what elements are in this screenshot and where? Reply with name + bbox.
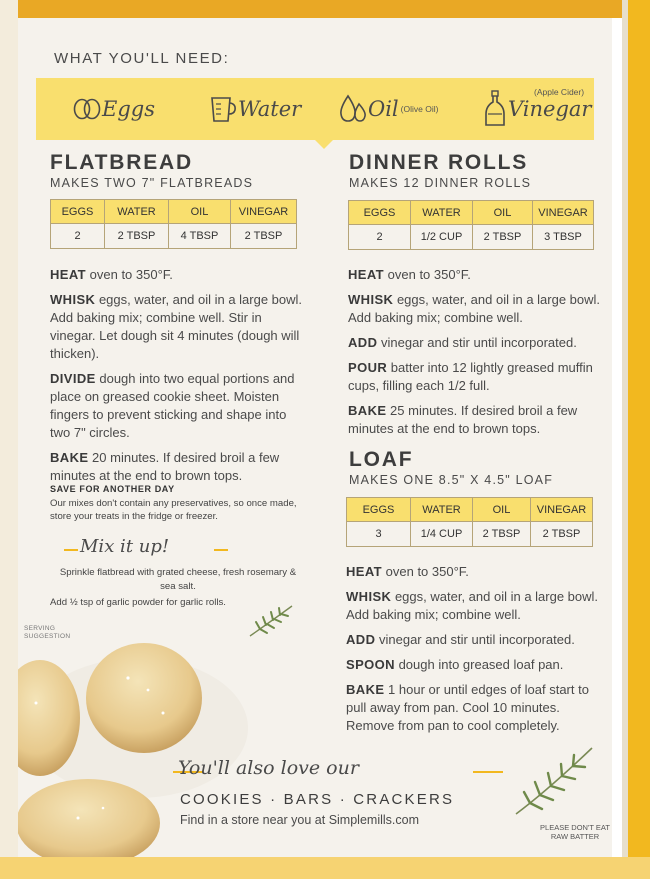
table-header-cell: OIL: [473, 498, 531, 522]
ingredient-note: (Apple Cider): [534, 87, 585, 97]
step-verb: ADD: [346, 632, 376, 647]
table-header-cell: WATER: [411, 201, 473, 225]
rosemary-sprig-icon: [246, 600, 296, 640]
ingredient-label: Eggs: [102, 97, 155, 121]
ingredient-label: Oil: [368, 97, 399, 121]
box-bottom-edge: [0, 857, 650, 879]
table-header-cell: EGGS: [349, 201, 411, 225]
step-verb: DIVIDE: [50, 371, 96, 386]
mix-tip-2: Add ½ tsp of garlic powder for garlic rolls.: [50, 597, 226, 608]
step-text: eggs, water, and oil in a large bowl. Add baking mix; combine well. Stir in vinegar. Let dough sit 4 minutes (dough will thicken).: [50, 292, 303, 361]
step: [50, 370, 305, 442]
save-text: Our mixes don't contain any preservatives, so once made, store your treats in the fridge or freezer.: [50, 498, 297, 522]
step: [348, 359, 606, 395]
mix-it-up-title: Mix it up!: [80, 536, 170, 557]
decor-line: [214, 549, 228, 551]
table-cell: 2: [349, 225, 411, 250]
step-text: vinegar and stir until incorporated.: [377, 335, 577, 350]
flatbread-steps: [50, 266, 305, 492]
table-cell: 3 TBSP: [533, 225, 594, 250]
step-text: dough into greased loaf pan.: [394, 657, 564, 672]
table-header-cell: OIL: [473, 201, 533, 225]
also-love-heading: You'll also love our: [178, 757, 359, 779]
step-verb: HEAT: [348, 267, 385, 282]
raw-batter-warning: PLEASE DON'T EAT RAW BATTER: [540, 823, 610, 841]
step-verb: WHISK: [348, 292, 394, 307]
save-title: SAVE FOR ANOTHER DAY: [50, 484, 175, 494]
step-text: eggs, water, and oil in a large bowl. Add baking mix; combine well.: [346, 589, 599, 622]
vinegar-bottle-icon: [482, 90, 508, 128]
ingredient-water: [206, 88, 301, 130]
loaf-steps: [346, 563, 608, 742]
table-header-cell: VINEGAR: [533, 201, 594, 225]
step: [348, 291, 606, 327]
measuring-cup-icon: [206, 94, 238, 124]
serving-line: SUGGESTION: [24, 633, 71, 640]
ingredients-bar: [36, 78, 594, 140]
step-text: 1 hour or until edges of loaf start to pull away from pan. Cool 10 minutes. Remove from pan to cool completely.: [346, 682, 589, 733]
step-text: oven to 350°F.: [86, 267, 173, 282]
package-back-panel: [18, 18, 612, 857]
step: [50, 291, 305, 363]
ingredient-note: (Olive Oil): [400, 104, 439, 114]
step: [346, 631, 608, 649]
table-header-row: [347, 498, 593, 522]
table-cell: 2 TBSP: [105, 224, 169, 249]
step: [50, 449, 305, 485]
step: [50, 266, 305, 284]
muffin: [86, 643, 202, 753]
step-verb: BAKE: [348, 403, 387, 418]
rosemary-sprig-icon: [508, 740, 598, 820]
step-verb: WHISK: [50, 292, 96, 307]
dinner-rolls-title: DINNER ROLLS: [349, 151, 529, 174]
dinner-rolls-subtitle: MAKES 12 DINNER ROLLS: [349, 176, 532, 190]
step-text: 20 minutes. If desired broil a few minutes at the end to brown tops.: [50, 450, 280, 483]
step: [346, 656, 608, 674]
flatbread-title: FLATBREAD: [50, 151, 193, 174]
product-list: COOKIES · BARS · CRACKERS: [180, 791, 455, 808]
table-row: [51, 224, 297, 249]
flatbread-subtitle: MAKES TWO 7" FLATBREADS: [50, 176, 254, 190]
table-header-row: [349, 201, 594, 225]
step: [346, 563, 608, 581]
table-row: [347, 522, 593, 547]
step-text: 25 minutes. If desired broil a few minutes at the end to brown tops.: [348, 403, 578, 436]
store-finder-text: Find in a store near you at Simplemills.com: [180, 813, 419, 827]
step-text: dough into two equal portions and place on greased cookie sheet. Moisten fingers to prevent sticking and shape into two 7" circles.: [50, 371, 295, 440]
step: [348, 402, 606, 438]
loaf-title: LOAF: [349, 448, 414, 471]
table-cell: 2 TBSP: [531, 522, 593, 547]
step-verb: WHISK: [346, 589, 392, 604]
ingredient-vinegar: [482, 88, 591, 130]
step: [346, 588, 608, 624]
step-verb: HEAT: [346, 564, 383, 579]
step-verb: ADD: [348, 335, 378, 350]
loaf-subtitle: MAKES ONE 8.5" X 4.5" LOAF: [349, 473, 554, 487]
box-left-edge: [0, 0, 18, 879]
eggs-icon: [72, 96, 102, 122]
decor-line: [64, 549, 78, 551]
table-header-cell: WATER: [105, 200, 169, 224]
step-text: oven to 350°F.: [382, 564, 469, 579]
step-verb: HEAT: [50, 267, 87, 282]
table-cell: 2 TBSP: [231, 224, 297, 249]
ingredients-bar-pointer: [314, 139, 334, 149]
table-cell: 1/4 CUP: [411, 522, 473, 547]
step-text: oven to 350°F.: [384, 267, 471, 282]
ingredient-label: Vinegar: [508, 97, 592, 121]
table-cell: 3: [347, 522, 411, 547]
table-header-cell: VINEGAR: [231, 200, 297, 224]
what-you-need-title: WHAT YOU'LL NEED:: [54, 50, 230, 67]
table-header-cell: OIL: [169, 200, 231, 224]
table-cell: 2: [51, 224, 105, 249]
table-header-row: [51, 200, 297, 224]
box-right-edge: [628, 0, 650, 879]
table-row: [349, 225, 594, 250]
dinner-rolls-amounts-table: [348, 200, 594, 250]
oil-drops-icon: [336, 94, 368, 124]
serving-line: SERVING: [24, 625, 56, 632]
dinner-rolls-steps: [348, 266, 606, 445]
decor-line: [473, 771, 503, 773]
table-header-cell: EGGS: [51, 200, 105, 224]
ingredient-eggs: [72, 88, 155, 130]
mix-tip-1: Sprinkle flatbread with grated cheese, fresh rosemary & sea salt.: [59, 567, 297, 592]
table-cell: 2 TBSP: [473, 522, 531, 547]
step-verb: BAKE: [346, 682, 385, 697]
ingredient-label: Water: [238, 97, 302, 121]
step-verb: BAKE: [50, 450, 89, 465]
step-text: vinegar and stir until incorporated.: [375, 632, 575, 647]
step-verb: SPOON: [346, 657, 395, 672]
table-header-cell: WATER: [411, 498, 473, 522]
table-cell: 4 TBSP: [169, 224, 231, 249]
table-header-cell: VINEGAR: [531, 498, 593, 522]
step-text: eggs, water, and oil in a large bowl. Add baking mix; combine well.: [348, 292, 601, 325]
table-header-cell: EGGS: [347, 498, 411, 522]
step: [346, 681, 608, 735]
table-cell: 1/2 CUP: [411, 225, 473, 250]
box-top-edge: [0, 0, 650, 18]
step-verb: POUR: [348, 360, 388, 375]
table-cell: 2 TBSP: [473, 225, 533, 250]
step: [348, 334, 606, 352]
step: [348, 266, 606, 284]
flatbread-amounts-table: [50, 199, 297, 249]
loaf-amounts-table: [346, 497, 593, 547]
ingredient-oil: [336, 88, 438, 130]
step-text: batter into 12 lightly greased muffin cups, filling each 1/2 full.: [348, 360, 593, 393]
